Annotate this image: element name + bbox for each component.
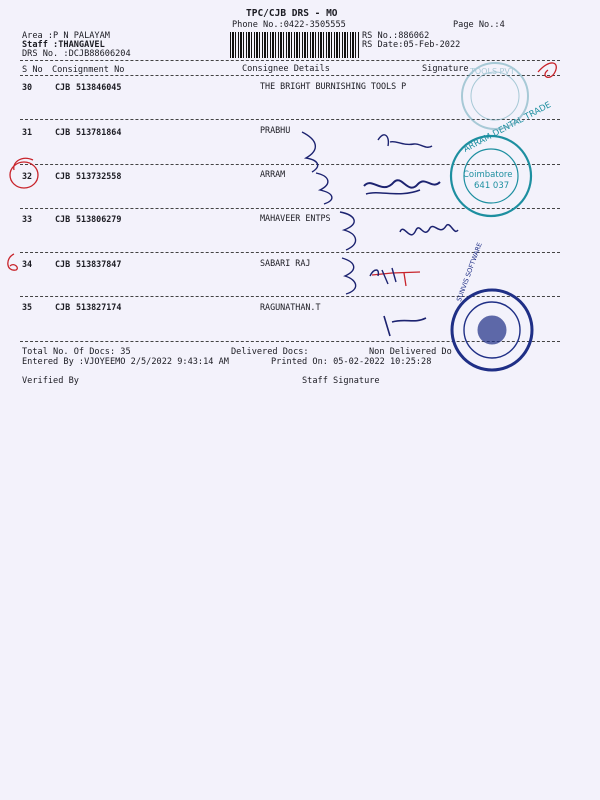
row-prefix: CJB [55,259,71,269]
row-consignee: MAHAVEER ENTPS [260,213,331,223]
rs-date: RS Date:05-Feb-2022 [362,40,461,50]
col-sno: S No [22,65,43,75]
signature-sabari [342,258,356,294]
phone-number: Phone No.:0422-3505555 [232,20,346,30]
row-sno: 35 [22,302,33,312]
stamp-dental-pin: 641 037 [474,181,510,191]
row-consignee: RAGUNATHAN.T [260,302,321,312]
stamp-dental-name: ARRAM DENTAL TRADE [462,100,553,155]
row-sno: 33 [22,214,33,224]
row-sno: 32 [22,171,33,181]
row-consignment: 513806279 [76,214,122,224]
staff-label: Staff :THANGAVEL [22,40,105,50]
area-label: Area :P N PALAYAM [22,31,110,41]
row-sno: 31 [22,127,33,137]
row-prefix: CJB [55,82,71,92]
stamp-dental-city: Coimbatore [463,170,513,180]
stamp-software-ring [452,290,532,370]
row-prefix: CJB [55,171,71,181]
signature-scribble [364,180,440,187]
row-consignment: 513837847 [76,259,122,269]
signature-mahaveer [340,212,356,250]
svg-text:TOOLS PVT: TOOLS PVT [470,67,515,76]
verified-by: Verified By [22,376,79,386]
staff-signature-label: Staff Signature [302,376,380,386]
row-sno: 30 [22,82,33,92]
non-delivered-docs: Non Delivered Do [369,347,452,357]
col-consignee: Consignee Details [242,64,330,74]
divider [20,164,560,165]
signature-arram [316,173,332,204]
row-prefix: CJB [55,214,71,224]
divider [20,119,560,120]
signature-scribble-under [366,190,420,194]
row-consignee: PRABHU [260,125,291,135]
col-consignment: Consignment No [52,65,125,75]
row-consignee: ARRAM [260,169,286,179]
row-prefix: CJB [55,127,71,137]
delivered-docs: Delivered Docs: [231,347,309,357]
divider [20,75,560,76]
red-stroke [404,273,406,286]
pen-signatures [302,132,458,336]
row-consignee: SABARI RAJ [260,258,311,268]
stamp-software-name: SUNVIS SOFTWARE [455,241,484,303]
printed-on: Printed On: 05-02-2022 10:25:28 [271,357,432,367]
row-consignment: 513827174 [76,302,122,312]
signature-prabhu [302,132,318,172]
page-number: Page No.:4 [453,20,505,30]
divider [20,208,560,209]
signature-ragunathan [384,316,426,336]
total-docs: Total No. Of Docs: 35 [22,347,131,357]
drs-number: DRS No. :DCJB88606204 [22,49,131,59]
col-signature: Signature [422,64,469,74]
row-consignment: 513846045 [76,82,122,92]
divider [20,341,560,342]
row-consignee: THE BRIGHT BURNISHING TOOLS P [260,81,407,91]
row-sno: 34 [22,259,33,269]
divider [20,60,560,61]
row-consignment: 513732558 [76,171,122,181]
entered-by: Entered By :VJOYEEMO 2/5/2022 9:43:14 AM [22,357,229,367]
row-prefix: CJB [55,302,71,312]
divider [20,296,560,297]
rs-number: RS No.:886062 [362,31,430,41]
row-consignment: 513781864 [76,127,122,137]
signature-mahaveer-name [400,225,458,235]
signature-sabari-initials [370,268,396,284]
barcode [230,32,360,58]
signature-rajan [378,135,432,147]
red-line [372,272,420,275]
doc-title: TPC/CJB DRS - MO [246,8,338,19]
red-g-mark [8,254,17,270]
